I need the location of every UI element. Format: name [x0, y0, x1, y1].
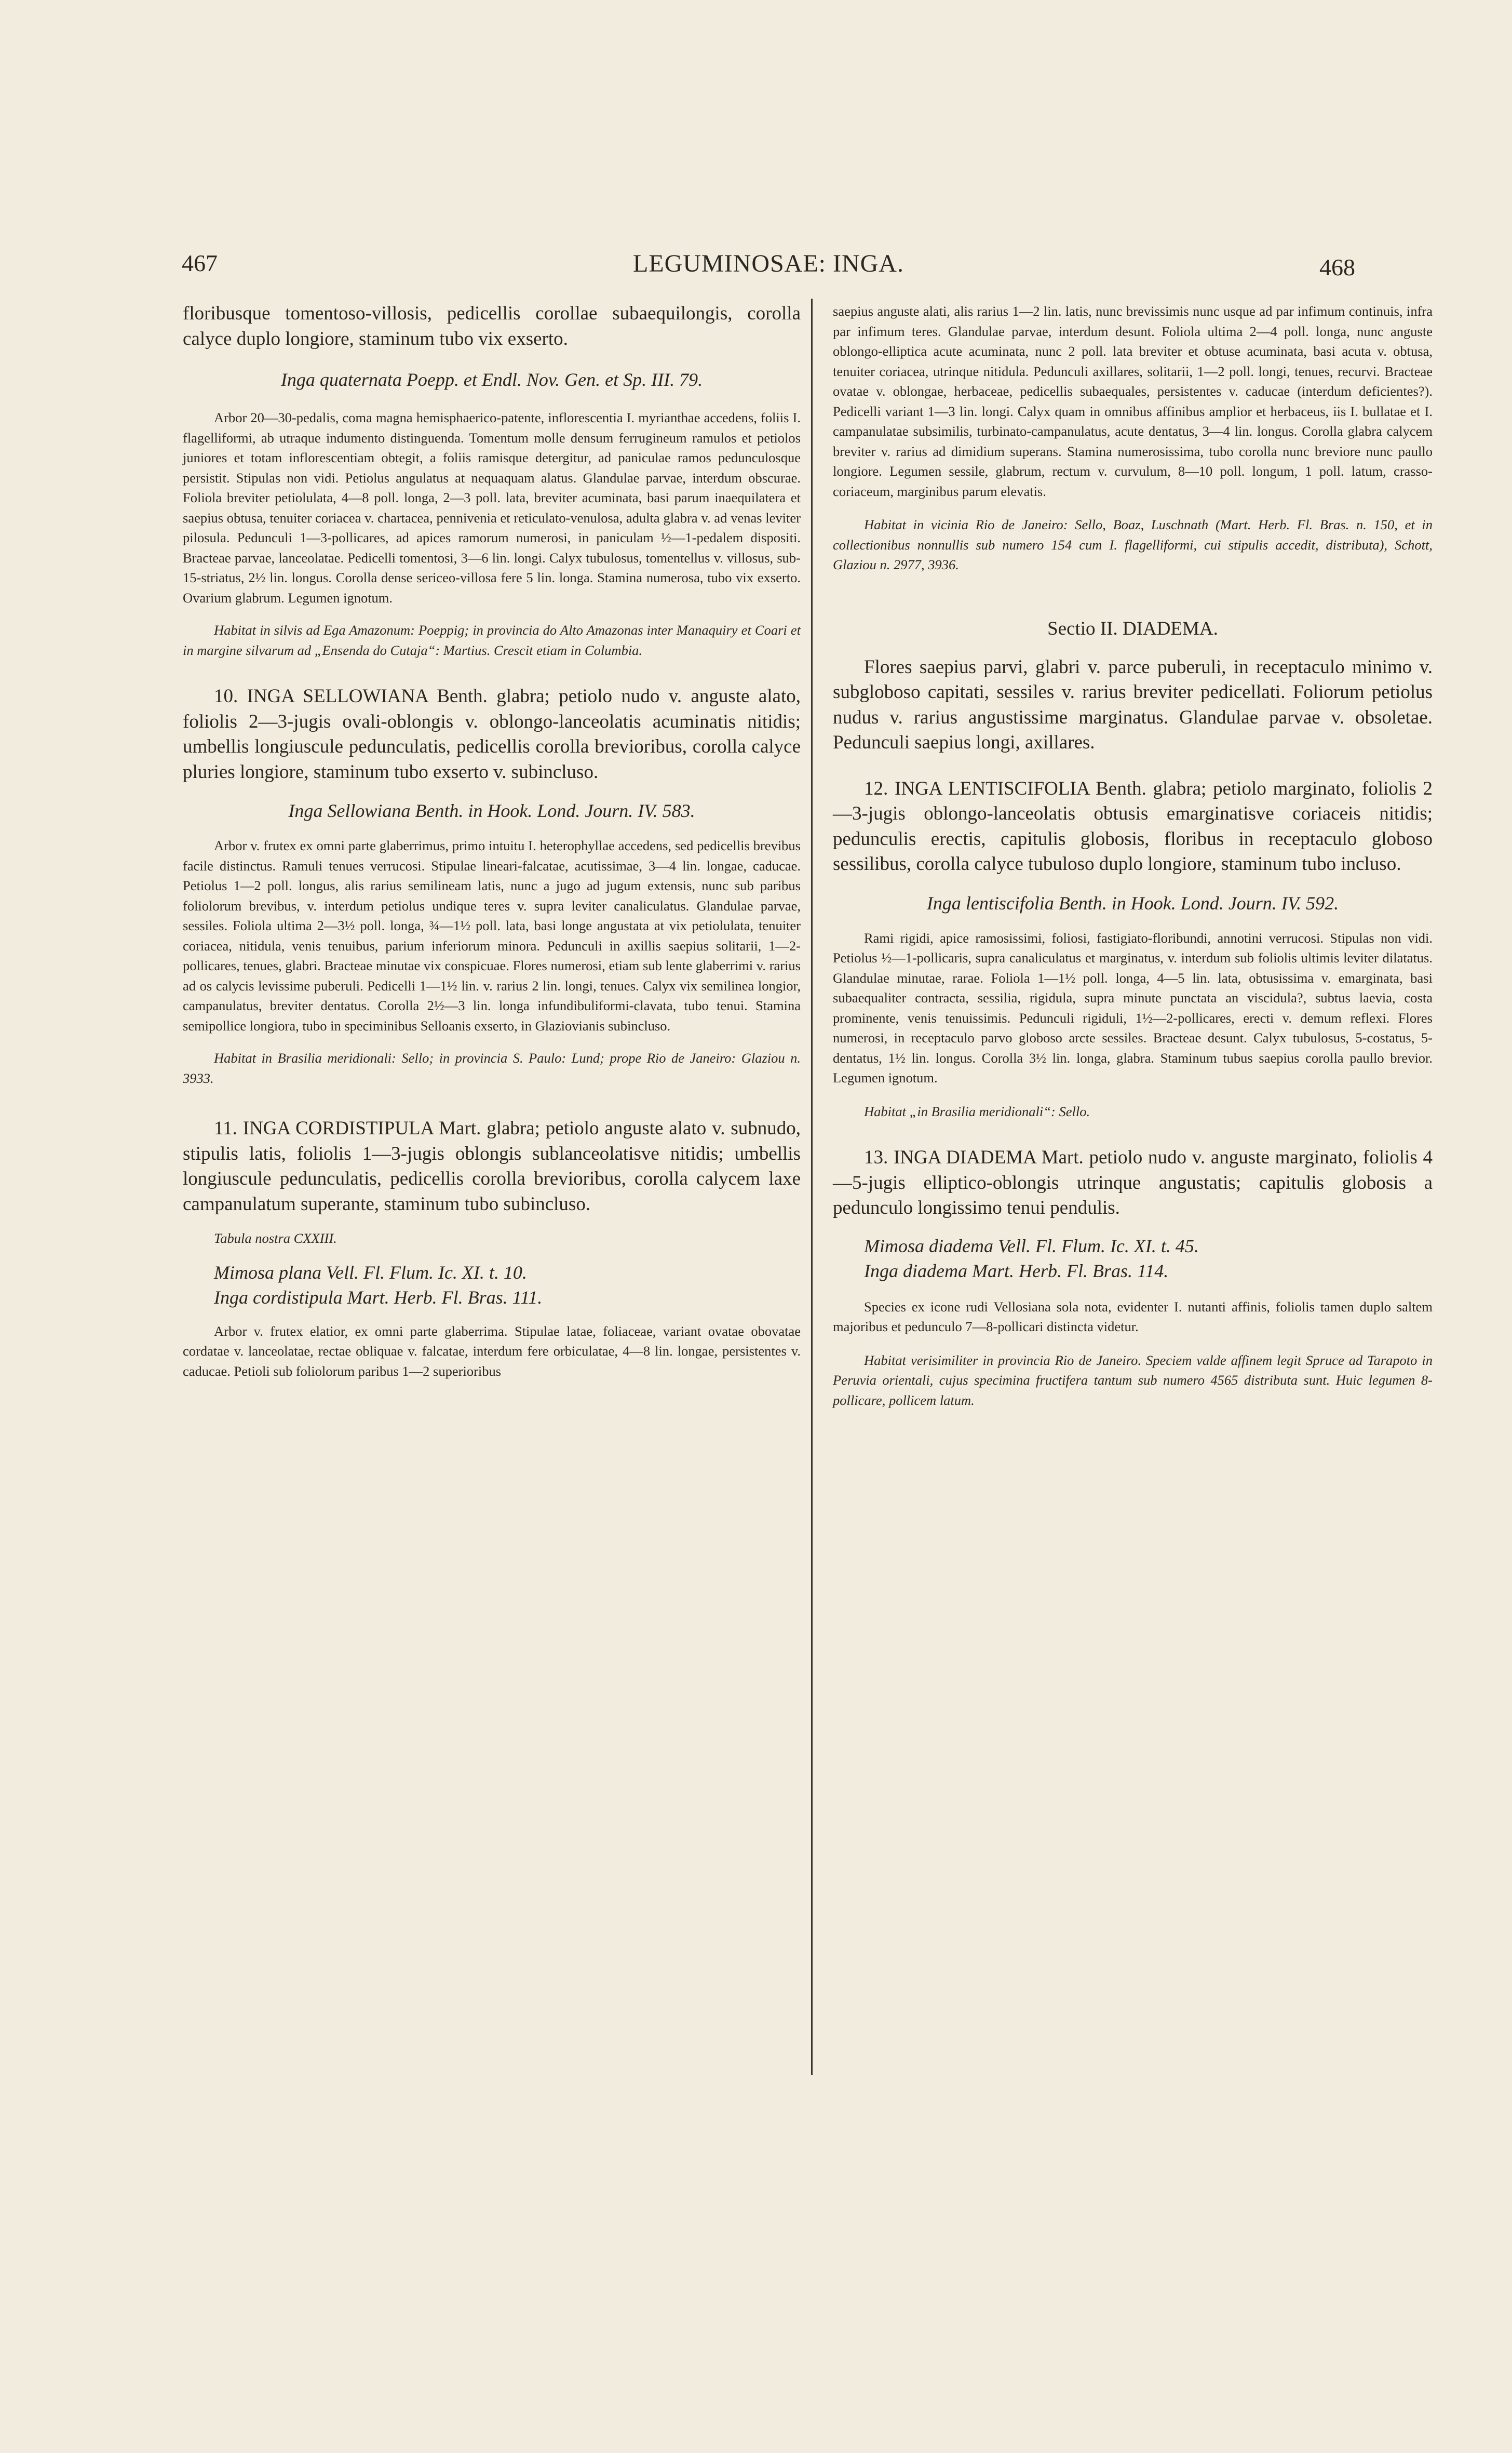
left-plate-reference: Tabula nostra CXXIII.: [214, 1230, 337, 1246]
right-habitat-cordistipula: Habitat in vicinia Rio de Janeiro: Sello, Boaz, Luschnath (Mart. Herb. Fl. Bras. n. 150, et in collectionibus nonnullis sub numero 154 cum I. flagelliformi, cui stipulis accedit, distributa), Schott, Glaziou n. 2977, 3936.: [833, 517, 1433, 572]
left-species-11-diagnosis: 11. INGA CORDISTIPULA Mart. glabra; petiolo anguste alato v. subnudo, stipulis latis, foliolis 1—3-jugis oblongis sublanceolatisve nitidis; umbellis longiuscule pedunculatis, pedicellis corolla brevioribus, corolla calycem laxe campanulatum superante, staminum tubo subincluso.: [183, 1118, 801, 1215]
right-synonym-inga-diadema: Inga diadema Mart. Herb. Fl. Bras. 114.: [864, 1260, 1169, 1281]
left-description-cordistipula: Arbor v. frutex elatior, ex omni parte glaberrima. Stipulae latae, foliaceae, variant ovatae obovatae cordatae v. lanceolatae, rectae obliquae v. falcatae, interdum fere orbiculatae, 4—8 lin. longae, persistentes v. caducae. Petioli sub foliolorum paribus 1—2 superioribus: [183, 1323, 801, 1379]
page-number-right: 468: [1319, 254, 1355, 280]
page-number-left: 467: [182, 250, 218, 276]
right-species-12-diagnosis: 12. INGA LENTISCIFOLIA Benth. glabra; petiolo marginato, foliolis 2—3-jugis oblongo-lanceolatis obtusis emarginatisve coriaceis nitidis; pedunculis erectis, capitulis globosis, floribus in receptaculo globoso sessilibus, corolla calyce tubuloso duplo longiore, staminum tubo incluso.: [833, 778, 1433, 875]
right-section-description: Flores saepius parvi, glabri v. parce puberuli, in receptaculo minimo v. subgloboso capitati, sessiles v. rarius breviter pedicellati. Foliorum petiolus nudus v. rarius angustissime marginatus. Glandulae parvae v. obsoletae. Pedunculi saepius longi, axillares.: [833, 656, 1433, 753]
left-synonym-cordistipula: Inga cordistipula Mart. Herb. Fl. Bras. 111.: [214, 1286, 543, 1308]
left-description-quaternata: Arbor 20—30-pedalis, coma magna hemisphaerico-patente, inflorescentia I. myrianthae accedens, foliis I. flagelliformi, ab utraque indumento distinguenda. Tomentum molle densum ferrugineum ramulos et petiolos juniores et totam inflorescentiam obtegit, a foliis ramisque detergitur, ad paniculae ramos pedunculosque persistit. Stipulas non vidi. Petiolus angulatus at nequaquam alatus. Glandulae parvae, interdum obscurae. Foliola breviter petiolulata, 4—8 poll. longa, 2—3 poll. lata, breviter acuminata, basi parum inaequilatera et saepius obtusa, tenuiter coriacea v. chartacea, pennivenia et reticulato-venulosa, adulta glabra v. ad venas leviter pilosula. Pedunculi 1—3-pollicares, ad apices ramorum numerosi, in paniculam ½—1-pedalem dispositi. Bracteae parvae, lanceolatae. Pedicelli tomentosi, 3—6 lin. longi. Calyx tubulosus, tomentellus v. villosus, sub-15-striatus, 2½ lin. longus. Corolla dense sericeo-villosa fere 5 lin. longa. Stamina numerosa, tubo vix exserto. Ovarium glabrum. Legumen ignotum.: [183, 410, 801, 606]
right-description-continued: saepius anguste alati, alis rarius 1—2 lin. latis, nunc brevissimis nunc usque ad par infimum continuis, infra par infimum teres. Glandulae parvae, interdum desunt. Foliola ultima 2—4 poll. longa, nunc anguste oblongo-elliptica acute acuminata, nunc 2 poll. lata breviter et obtuse acuminata, basi acuta v. obtusa, tenuiter coriacea, utrinque nitidula. Pedunculi axillares, solitarii, 1—2 poll. longi, tenues, recurvi. Bracteae ovatae v. oblongae, herbaceae, pedicellis subaequales, persistentes v. caducae (interdum deficientes?). Pedicelli variant 1—3 lin. longi. Calyx quam in omnibus affinibus amplior et herbaceus, iis I. bullatae et I. campanulatae subsimilis, turbinato-campanulatus, acute dentatus, 3—4 lin. longus. Corolla glabra calycem breviter v. rarius ad dimidium superans. Stamina numerosissima, tubo corolla nunc breviore nunc paullo longiore. Legumen sessile, glabrum, rectum v. curvulum, 8—10 poll. longum, 1 poll. latum, crasso-coriaceum, marginibus parum elevatis.: [833, 303, 1433, 499]
left-column: [183, 301, 801, 1381]
right-description-diadema: Species ex icone rudi Vellosiana sola nota, evidenter I. nutanti affinis, foliolis tamen duplo saltem majoribus et pedunculo 7—8-pollicari distincta videtur.: [833, 1298, 1433, 1334]
left-species-10-diagnosis: 10. INGA SELLOWIANA Benth. glabra; petiolo nudo v. anguste alato, foliolis 2—3-jugis ovali-oblongis v. oblongo-lanceolatis acuminatis nitidis; umbellis longiuscule pedunculatis, pedicellis corolla brevioribus, corolla calyce pluries longiore, staminum tubo exserto v. subincluso.: [183, 686, 801, 783]
right-species-13-diagnosis: 13. INGA DIADEMA Mart. petiolo nudo v. anguste marginato, foliolis 4—5-jugis elliptico-oblongis utrinque angustatis; capitulis globosis a pedunculo longissimo tenui pendulis.: [833, 1147, 1433, 1218]
left-description-sellowiana: Arbor v. frutex ex omni parte glaberrimus, primo intuitu I. heterophyllae accedens, sed pedicellis brevibus facile distinctus. Ramuli tenues verrucosi. Stipulae lineari-falcatae, acutissimae, 3—4 lin. longae, caducae. Petiolus 1—2 poll. longus, alis rarius semilineam latis, nunc a jugo ad jugum extensis, nunc sub paribus foliolorum brevibus, v. interdum petiolus undique teres v. supra leviter canaliculatus. Glandulae parvae, sessiles. Foliola ultima 2—3½ poll. longa, ¾—1½ poll. lata, basi longe angustata at vix petiolulata, tenuiter coriacea, nitidula, venis tenuibus, parium inferiorum minora. Pedunculi in axillis saepius solitarii, 1—2-pollicares, tenues, glabri. Bracteae minutae vix conspicuae. Flores numerosi, etiam sub lente glaberrimi v. rarius ad os calycis levissime puberuli. Pedicelli 1—1½ lin. v. rarius 2 lin. longi, tenues. Calyx vix semilinea longior, campanulatus, breviter dentatus. Corolla 2½—3 lin. longa infundibuliformi-clavata, tubo tenui. Stamina semipollice longiora, tubo in speciminibus Selloanis exserto, in Glaziovianis subincluso.: [183, 838, 801, 1034]
left-diagnosis-continued: floribusque tomentoso-villosis, pedicellis corollae subaequilongis, corolla calyce duplo longiore, staminum tubo vix exserto.: [183, 303, 801, 350]
left-synonym-mimosa-plana: Mimosa plana Vell. Fl. Flum. Ic. XI. t. 10.: [214, 1262, 527, 1283]
left-synonym-quaternata: Inga quaternata Poepp. et Endl. Nov. Gen. et Sp. III. 79.: [280, 369, 703, 390]
running-title: LEGUMINOSAE: INGA.: [633, 250, 904, 277]
right-description-lentiscifolia: Rami rigidi, apice ramosissimi, foliosi, fastigiato-floribundi, annotini verrucosi. Stipulas non vidi. Petiolus ½—1-pollicaris, supra canaliculatus et marginatus, v. interdum sub foliolis ultimis leviter dilatatus. Glandulae minutae, rarae. Foliola 1—1½ poll. longa, 4—5 lin. lata, obtusissima v. emarginata, basi subaequaliter contracta, sessilia, rigidula, supra minute punctata an viscidula?, subtus laevia, costa prominente, venis tenuissimis. Pedunculi rigiduli, 1½—2-pollicares, erecti v. demum reflexi. Flores numerosi, in receptaculo parvo globoso arcte sessiles. Bracteae desunt. Calyx tubulosus, 5-costatus, 5-dentatus, 1½ lin. longus. Corolla 3½ lin. longa, glabra. Staminum tubus saepius corolla paullo brevior. Legumen ignotum.: [833, 930, 1433, 1085]
left-habitat-quaternata: Habitat in silvis ad Ega Amazonum: Poeppig; in provincia do Alto Amazonas inter Manaquiry et Coari et in margine silvarum ad „Ensenda do Cutaja“: Martius. Crescit etiam in Columbia.: [183, 622, 801, 658]
column-divider: [811, 299, 813, 2075]
right-synonym-lentiscifolia: Inga lentiscifolia Benth. in Hook. Lond. Journ. IV. 592.: [926, 892, 1339, 914]
right-column: [833, 301, 1433, 1410]
right-habitat-lentiscifolia: Habitat „in Brasilia meridionali“: Sello.: [864, 1103, 1090, 1119]
running-header: [182, 249, 1355, 291]
section-heading-diadema: Sectio II. DIADEMA.: [1047, 618, 1218, 639]
left-synonym-sellowiana: Inga Sellowiana Benth. in Hook. Lond. Journ. IV. 583.: [288, 800, 695, 821]
right-synonym-mimosa-diadema: Mimosa diadema Vell. Fl. Flum. Ic. XI. t. 45.: [864, 1235, 1199, 1256]
right-habitat-diadema: Habitat verisimiliter in provincia Rio de Janeiro. Speciem valde affinem legit Spruce ad Tarapoto in Peruvia orientali, cujus specimina fructifera tantum sub numero 4565 distributa sunt. Huic legumen 8-pollicare, pollicem latum.: [833, 1352, 1433, 1408]
left-habitat-sellowiana: Habitat in Brasilia meridionali: Sello; in provincia S. Paulo: Lund; prope Rio de Janeiro: Glaziou n. 3933.: [183, 1050, 801, 1086]
